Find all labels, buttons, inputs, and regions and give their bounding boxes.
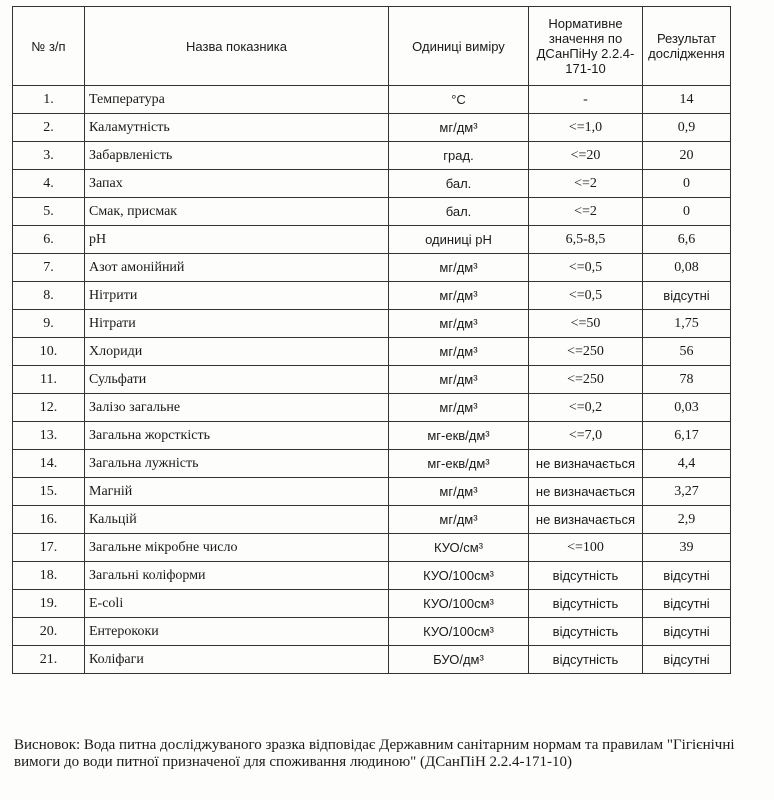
cell-norm: відсутність [529, 646, 643, 674]
cell-norm: <=20 [529, 142, 643, 170]
cell-num: 9. [13, 310, 85, 338]
cell-result: 20 [643, 142, 731, 170]
table-row [13, 590, 731, 618]
cell-indicator-name: Смак, присмак [85, 198, 389, 226]
cell-num: 6. [13, 226, 85, 254]
table-row [13, 86, 731, 114]
header-result: Результат дослідження [643, 7, 731, 86]
cell-indicator-name: Загальна жорсткість [85, 422, 389, 450]
cell-indicator-name: Коліфаги [85, 646, 389, 674]
cell-norm: відсутність [529, 590, 643, 618]
cell-unit: БУО/дм³ [389, 646, 529, 674]
cell-indicator-name: Азот амонійний [85, 254, 389, 282]
cell-num: 19. [13, 590, 85, 618]
cell-unit: °С [389, 86, 529, 114]
table-body [13, 86, 731, 674]
header-num: № з/п [13, 7, 85, 86]
table-row [13, 142, 731, 170]
cell-num: 1. [13, 86, 85, 114]
cell-indicator-name: Хлориди [85, 338, 389, 366]
cell-indicator-name: Кальцій [85, 506, 389, 534]
table-row [13, 618, 731, 646]
table-row [13, 310, 731, 338]
cell-unit: КУО/100см³ [389, 590, 529, 618]
cell-indicator-name: Нітрити [85, 282, 389, 310]
cell-result: 0,9 [643, 114, 731, 142]
water-analysis-table [12, 6, 731, 674]
cell-num: 14. [13, 450, 85, 478]
cell-result: відсутні [643, 646, 731, 674]
cell-unit: град. [389, 142, 529, 170]
cell-indicator-name: E-coli [85, 590, 389, 618]
cell-result: 56 [643, 338, 731, 366]
table-row [13, 450, 731, 478]
table-row [13, 226, 731, 254]
cell-norm: <=1,0 [529, 114, 643, 142]
table-row [13, 478, 731, 506]
cell-num: 12. [13, 394, 85, 422]
table-row [13, 114, 731, 142]
cell-result: відсутні [643, 562, 731, 590]
cell-indicator-name: Магній [85, 478, 389, 506]
cell-unit: КУО/100см³ [389, 562, 529, 590]
cell-num: 21. [13, 646, 85, 674]
cell-norm: <=0,5 [529, 282, 643, 310]
cell-result: відсутні [643, 282, 731, 310]
cell-unit: мг/дм³ [389, 114, 529, 142]
cell-unit: мг/дм³ [389, 254, 529, 282]
table-header-row [13, 7, 731, 86]
cell-norm: не визначається [529, 506, 643, 534]
table-row [13, 506, 731, 534]
cell-result: 0 [643, 198, 731, 226]
table-row [13, 422, 731, 450]
cell-unit: КУО/100см³ [389, 618, 529, 646]
cell-num: 2. [13, 114, 85, 142]
cell-result: 0,08 [643, 254, 731, 282]
cell-indicator-name: Загальна лужність [85, 450, 389, 478]
cell-indicator-name: Залізо загальне [85, 394, 389, 422]
cell-result: відсутні [643, 618, 731, 646]
cell-norm: - [529, 86, 643, 114]
header-unit: Одиниці виміру [389, 7, 529, 86]
cell-result: 6,6 [643, 226, 731, 254]
header-name: Назва показника [85, 7, 389, 86]
cell-result: 2,9 [643, 506, 731, 534]
cell-norm: <=0,2 [529, 394, 643, 422]
table-row [13, 394, 731, 422]
cell-result: 78 [643, 366, 731, 394]
cell-indicator-name: рН [85, 226, 389, 254]
table-row [13, 282, 731, 310]
table-header [13, 7, 731, 86]
cell-num: 8. [13, 282, 85, 310]
cell-unit: одиниці рН [389, 226, 529, 254]
cell-norm: <=7,0 [529, 422, 643, 450]
cell-unit: мг/дм³ [389, 394, 529, 422]
cell-indicator-name: Температура [85, 86, 389, 114]
cell-num: 13. [13, 422, 85, 450]
cell-unit: КУО/см³ [389, 534, 529, 562]
cell-num: 5. [13, 198, 85, 226]
cell-result: 0,03 [643, 394, 731, 422]
cell-norm: <=250 [529, 338, 643, 366]
cell-unit: мг/дм³ [389, 338, 529, 366]
cell-num: 17. [13, 534, 85, 562]
cell-result: 6,17 [643, 422, 731, 450]
cell-indicator-name: Сульфати [85, 366, 389, 394]
cell-result: 3,27 [643, 478, 731, 506]
cell-unit: мг/дм³ [389, 282, 529, 310]
cell-unit: мг/дм³ [389, 310, 529, 338]
cell-num: 11. [13, 366, 85, 394]
table-row [13, 198, 731, 226]
table-row [13, 646, 731, 674]
cell-unit: мг/дм³ [389, 506, 529, 534]
header-norm: Нормативне значення по ДСанПіНу 2.2.4-171-10 [529, 7, 643, 86]
table-row [13, 534, 731, 562]
cell-result: 0 [643, 170, 731, 198]
cell-result: 1,75 [643, 310, 731, 338]
cell-norm: відсутність [529, 618, 643, 646]
table-row [13, 562, 731, 590]
cell-norm: <=0,5 [529, 254, 643, 282]
cell-indicator-name: Каламутність [85, 114, 389, 142]
cell-num: 15. [13, 478, 85, 506]
table-row [13, 254, 731, 282]
table-row [13, 338, 731, 366]
cell-norm: <=2 [529, 198, 643, 226]
cell-num: 4. [13, 170, 85, 198]
cell-norm: не визначається [529, 450, 643, 478]
cell-num: 7. [13, 254, 85, 282]
cell-num: 18. [13, 562, 85, 590]
table-row [13, 170, 731, 198]
cell-indicator-name: Запах [85, 170, 389, 198]
cell-unit: мг/дм³ [389, 366, 529, 394]
cell-unit: мг-екв/дм³ [389, 450, 529, 478]
cell-norm: <=250 [529, 366, 643, 394]
cell-unit: бал. [389, 170, 529, 198]
cell-norm: не визначається [529, 478, 643, 506]
cell-indicator-name: Нітрати [85, 310, 389, 338]
cell-norm: <=2 [529, 170, 643, 198]
cell-result: 4,4 [643, 450, 731, 478]
cell-norm: <=100 [529, 534, 643, 562]
cell-indicator-name: Забарвленість [85, 142, 389, 170]
cell-indicator-name: Ентерококи [85, 618, 389, 646]
cell-unit: бал. [389, 198, 529, 226]
cell-norm: <=50 [529, 310, 643, 338]
cell-num: 20. [13, 618, 85, 646]
cell-unit: мг-екв/дм³ [389, 422, 529, 450]
cell-num: 3. [13, 142, 85, 170]
table-row [13, 366, 731, 394]
cell-norm: 6,5-8,5 [529, 226, 643, 254]
cell-num: 10. [13, 338, 85, 366]
cell-unit: мг/дм³ [389, 478, 529, 506]
cell-result: 39 [643, 534, 731, 562]
conclusion-text: Висновок: Вода питна досліджуваного зразка відповідає Державним санітарним нормам та правилам "Гігієнічні вимоги до води питної призначеної для споживання людиною" (ДСанПіН 2.2.4-171-10) [14, 737, 735, 770]
cell-norm: відсутність [529, 562, 643, 590]
cell-indicator-name: Загальне мікробне число [85, 534, 389, 562]
cell-result: відсутні [643, 590, 731, 618]
cell-indicator-name: Загальні коліформи [85, 562, 389, 590]
cell-num: 16. [13, 506, 85, 534]
cell-result: 14 [643, 86, 731, 114]
